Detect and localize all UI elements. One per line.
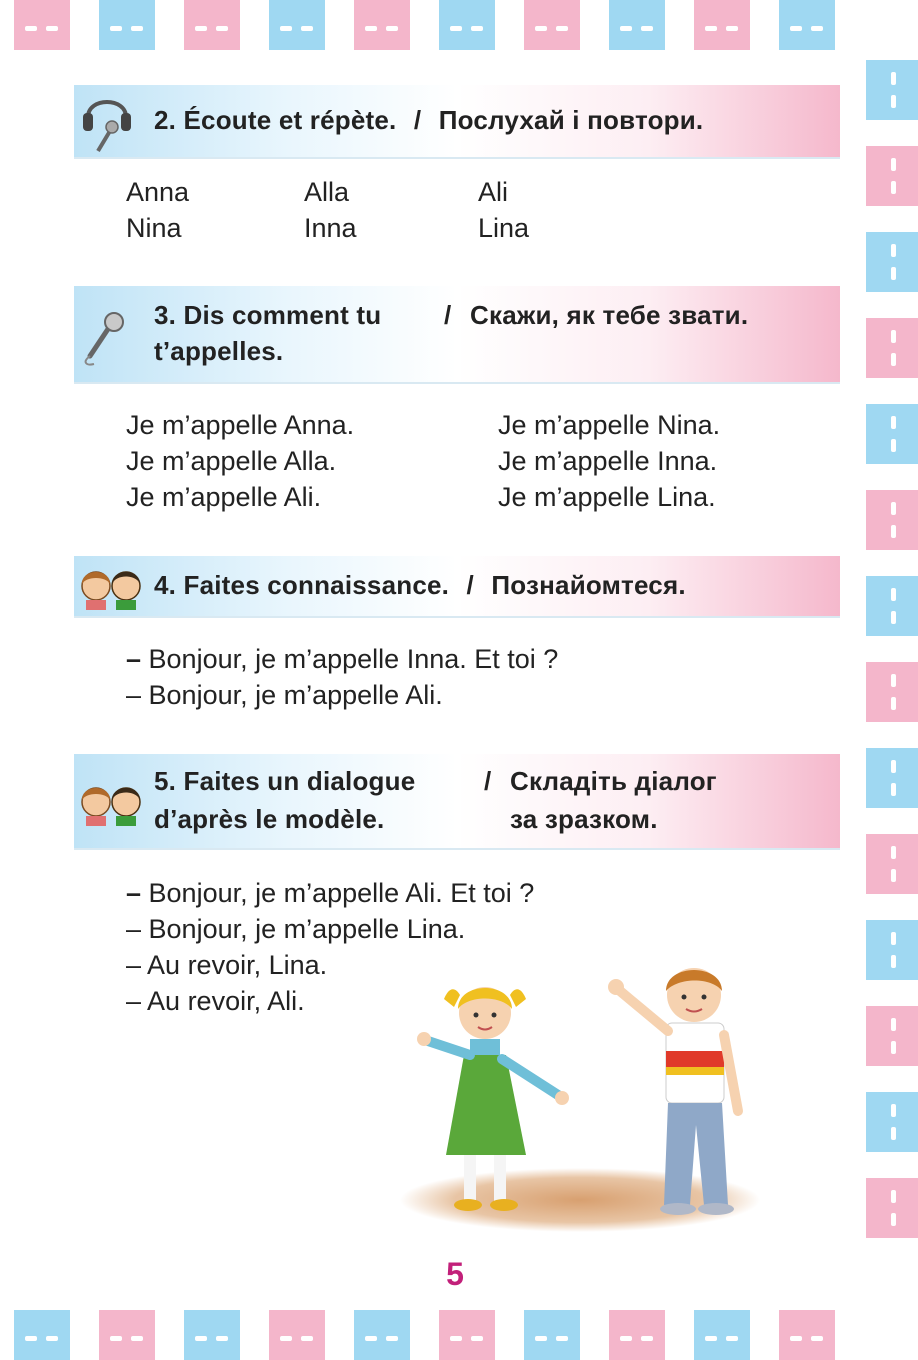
section-3-title-fr-line2: t’appelles. [154, 336, 284, 366]
border-dash [620, 1336, 632, 1341]
dialogue-1-line-1 [126, 641, 558, 677]
dialogue-dash: – [126, 644, 142, 674]
border-dash [216, 1336, 228, 1341]
page-number-text: 5 [446, 1256, 464, 1292]
border-dash [891, 416, 896, 429]
border-tile [609, 0, 665, 50]
dialogue-dash: – [126, 950, 142, 980]
border-tile [439, 1310, 495, 1360]
border-dash [891, 525, 896, 538]
border-tile [866, 920, 918, 980]
border-dash [46, 1336, 58, 1341]
dialogue-dash: – [126, 986, 142, 1016]
border-dash [790, 26, 802, 31]
section-4-separator: / [466, 570, 474, 600]
border-dash [46, 26, 58, 31]
name-nina: Nina [126, 213, 182, 243]
section-4-header [74, 556, 840, 618]
border-dash [891, 932, 896, 945]
name-alla: Alla [304, 177, 350, 207]
section-2-title-fr: 2. Écoute et répète. [154, 105, 397, 135]
dialogue-2-line-4 [126, 983, 305, 1019]
section-3-title-ua: Скажи, як тебе звати. [470, 300, 749, 330]
border-tile [524, 0, 580, 50]
border-dash [131, 1336, 143, 1341]
border-dash [471, 1336, 483, 1341]
border-dash [216, 26, 228, 31]
border-dash [891, 1104, 896, 1117]
dialogue-text: Bonjour, je m’appelle Inna. Et toi ? [141, 644, 559, 674]
right-decorative-border [866, 60, 918, 1300]
border-tile [866, 1006, 918, 1066]
section-3-header [74, 286, 840, 384]
border-dash [365, 26, 377, 31]
two-children-icon [76, 564, 146, 610]
border-tile [866, 404, 918, 464]
border-dash [811, 26, 823, 31]
phrase-left-1: Je m’appelle Anna. [126, 410, 355, 440]
border-dash [891, 1127, 896, 1140]
border-dash [110, 26, 122, 31]
border-dash [891, 1190, 896, 1203]
border-tile [866, 748, 918, 808]
section-2-header [74, 85, 840, 159]
section-5-separator: / [484, 766, 492, 796]
border-dash [301, 1336, 313, 1341]
border-dash [891, 588, 896, 601]
border-dash [620, 26, 632, 31]
border-dash [386, 1336, 398, 1341]
border-dash [450, 1336, 462, 1341]
section-5-title-ua-line2: за зразком. [510, 804, 658, 834]
border-tile [866, 662, 918, 722]
border-dash [811, 1336, 823, 1341]
border-dash [195, 1336, 207, 1341]
border-dash [705, 1336, 717, 1341]
border-dash [535, 26, 547, 31]
dialogue-dash: – [126, 914, 142, 944]
border-dash [726, 26, 738, 31]
border-dash [891, 158, 896, 171]
section-4-title-ua: Познайомтеся. [491, 570, 686, 600]
section-5-title-fr-line2: d’après le modèle. [154, 804, 385, 834]
border-tile [439, 0, 495, 50]
border-dash [641, 1336, 653, 1341]
dialogue-dash: – [126, 878, 142, 908]
border-dash [386, 26, 398, 31]
border-tile [269, 0, 325, 50]
dialogue-text: Bonjour, je m’appelle Ali. Et toi ? [141, 878, 535, 908]
border-dash [25, 1336, 37, 1341]
border-dash [280, 1336, 292, 1341]
dialogue-text: Au revoir, Lina. [141, 950, 328, 980]
two-children-icon [76, 780, 146, 826]
border-tile [694, 0, 750, 50]
name-lina: Lina [478, 213, 530, 243]
border-tile [524, 1310, 580, 1360]
border-dash [131, 26, 143, 31]
border-dash [891, 1213, 896, 1226]
border-dash [891, 72, 896, 85]
border-dash [891, 611, 896, 624]
microphone-icon [80, 308, 134, 368]
bottom-decorative-border [0, 1304, 918, 1360]
dialogue-2-line-2 [126, 911, 465, 947]
border-dash [891, 181, 896, 194]
dialogue-1-line-2 [126, 677, 443, 713]
border-dash [365, 1336, 377, 1341]
border-dash [790, 1336, 802, 1341]
girl-and-boy-waving-illustration [398, 955, 762, 1235]
phrase-left-3: Je m’appelle Ali. [126, 482, 322, 512]
section-5-header [74, 754, 840, 850]
border-dash [301, 26, 313, 31]
name-ali: Ali [478, 177, 509, 207]
border-dash [280, 26, 292, 31]
border-tile [866, 490, 918, 550]
border-tile [866, 232, 918, 292]
border-tile [354, 0, 410, 50]
border-dash [891, 697, 896, 710]
dialogue-2-line-1 [126, 875, 534, 911]
phrase-right-1: Je m’appelle Nina. [498, 410, 721, 440]
border-tile [866, 318, 918, 378]
border-tile [694, 1310, 750, 1360]
border-tile [99, 1310, 155, 1360]
section-3-title-fr-line1: 3. Dis comment tu [154, 300, 382, 330]
border-dash [891, 439, 896, 452]
border-dash [891, 330, 896, 343]
border-tile [269, 1310, 325, 1360]
border-tile [779, 0, 835, 50]
dialogue-text: Au revoir, Ali. [141, 986, 305, 1016]
border-dash [891, 869, 896, 882]
border-dash [535, 1336, 547, 1341]
border-dash [891, 244, 896, 257]
border-dash [641, 26, 653, 31]
border-dash [891, 1018, 896, 1031]
border-dash [556, 1336, 568, 1341]
dialogue-2-line-3 [126, 947, 327, 983]
dialogue-text: Bonjour, je m’appelle Lina. [141, 914, 466, 944]
border-dash [891, 95, 896, 108]
border-dash [450, 26, 462, 31]
border-tile [866, 1092, 918, 1152]
section-3-separator: / [444, 300, 452, 330]
border-dash [891, 783, 896, 796]
border-dash [25, 26, 37, 31]
border-dash [891, 760, 896, 773]
border-dash [195, 26, 207, 31]
section-2-separator: / [413, 105, 422, 135]
page-number [0, 1256, 918, 1293]
border-tile [354, 1310, 410, 1360]
border-dash [891, 674, 896, 687]
border-tile [866, 1178, 918, 1238]
name-anna: Anna [126, 177, 190, 207]
phrase-right-2: Je m’appelle Inna. [498, 446, 718, 476]
border-tile [866, 834, 918, 894]
border-tile [99, 0, 155, 50]
border-tile [14, 1310, 70, 1360]
border-tile [866, 576, 918, 636]
section-4-title-fr: 4. Faites connaissance. [154, 570, 450, 600]
border-dash [891, 502, 896, 515]
name-inna: Inna [304, 213, 357, 243]
headphones-microphone-icon [80, 87, 134, 155]
border-tile [609, 1310, 665, 1360]
section-5-title-ua-line1: Складіть діалог [510, 766, 717, 796]
border-dash [891, 353, 896, 366]
border-dash [556, 26, 568, 31]
phrase-right-3: Je m’appelle Lina. [498, 482, 716, 512]
border-dash [891, 846, 896, 859]
section-5-title-fr-line1: 5. Faites un dialogue [154, 766, 416, 796]
section-2-title-ua: Послухай і повтори. [438, 105, 704, 135]
border-tile [866, 60, 918, 120]
dialogue-dash: – [126, 680, 142, 710]
border-dash [891, 267, 896, 280]
border-dash [110, 1336, 122, 1341]
border-dash [471, 26, 483, 31]
border-dash [891, 1041, 896, 1054]
border-dash [705, 26, 717, 31]
border-tile [779, 1310, 835, 1360]
border-tile [14, 0, 70, 50]
border-tile [184, 0, 240, 50]
dialogue-text: Bonjour, je m’appelle Ali. [141, 680, 443, 710]
phrase-left-2: Je m’appelle Alla. [126, 446, 337, 476]
border-tile [866, 146, 918, 206]
border-dash [726, 1336, 738, 1341]
border-tile [184, 1310, 240, 1360]
top-decorative-border [0, 0, 918, 56]
border-dash [891, 955, 896, 968]
